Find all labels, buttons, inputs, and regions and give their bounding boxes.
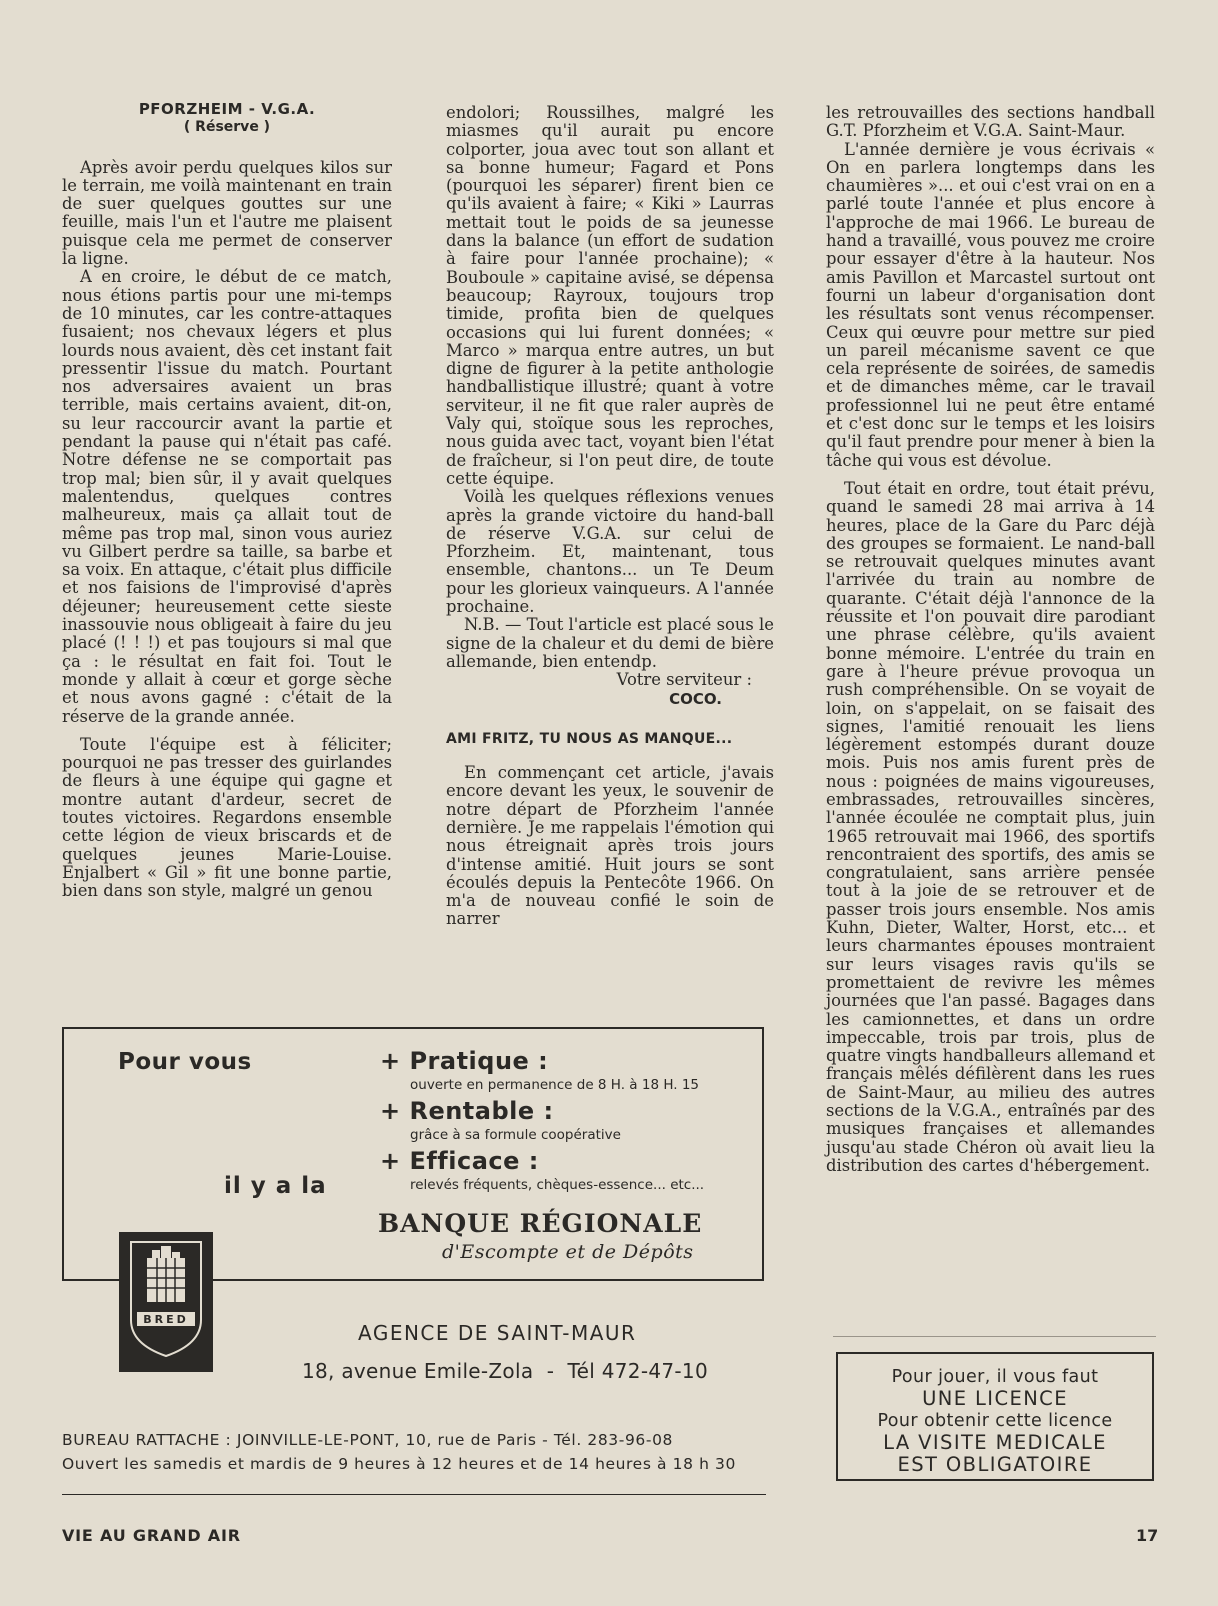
ad-item-efficace: + Efficace : relevés fréquents, chèques-essence... etc... <box>380 1147 705 1193</box>
ad-subline: il y a la <box>224 1173 327 1199</box>
bank-subtitle: d'Escompte et de Dépôts <box>442 1241 694 1263</box>
article-subtitle: ( Réserve ) <box>183 119 271 136</box>
ad-item-pratique: + Pratique : ouverte en permanence de 8 H. à 18 H. 15 <box>380 1047 700 1093</box>
bred-logo <box>119 1232 213 1372</box>
article-title-2: AMI FRITZ, TU NOUS AS MANQUE... <box>446 730 733 747</box>
article-paragraph-split: En commençant cet article, j'avais encore devant les yeux, le souvenir de notre départ de Pforzheim l'année dernière. Je me rappelais l'émotion qui nous étreignait après trois jours d'intense amitié. Huit jours se sont écoulés depuis la Pentecôte 1966. On m'a de nouveau confié le soin de narrer <box>446 763 774 929</box>
article-column-2 <box>446 104 774 929</box>
article-paragraph: A en croire, le début de ce match, nous étions partis pour une mi-temps de 10 minutes, car les contre-attaques fusaient; nos chevaux légers et plus lourds nous avaient, dès cet instant fait pressentir l'issue du match. Pourtant nos adversaires avaient un bras terrible, mais certains avaient, dit-on, su leur raccourcir avant la partie et pendant la pause qui n'était pas café. Notre défense ne se comportait pas trop mal; bien sûr, il y avait quelques malentendus, quelques contres malheureux, mais ça allait tout de même pas trop mal, sinon vous auriez vu Gilbert perdre sa taille, sa barbe et sa voix. En attaque, c'était plus difficile et nos faisions de l'improvisé d'après déjeuner; heureusement cette sieste inassouvie nous obligeait à faire du jeu placé (! ! !) et pas toujours si mal que ça : le résultat en fait foi. Tout le monde y allait à cœur et gorge sèche et nous avons gagné : c'était de la réserve de la grande année. <box>62 267 392 726</box>
opening-hours: Ouvert les samedis et mardis de 9 heures à 12 heures et de 14 heures à 18 h 30 <box>62 1455 736 1473</box>
divider <box>62 1494 766 1495</box>
article-column-3 <box>826 104 1155 1175</box>
agency-name: AGENCE DE SAINT-MAUR <box>358 1321 637 1345</box>
article-paragraph: Voilà les quelques réflexions venues après la grande victoire du hand-ball de réserve V.G.A. sur celui de Pforzheim. Et, maintenant, tous ensemble, chantons... un Te Deum pour les glorieux vainqueurs. A l'année prochaine. <box>446 487 774 617</box>
article-paragraph: N.B. — Tout l'article est placé sous le signe de la chaleur et du demi de bière allemande, bien entendp. <box>446 615 774 671</box>
bureau-line: BUREAU RATTACHE : JOINVILLE-LE-PONT, 10, rue de Paris - Tél. 283-96-08 <box>62 1431 673 1449</box>
article-title: PFORZHEIM - V.G.A. <box>138 100 316 118</box>
licence-notice: Pour jouer, il vous faut UNE LICENCE Pour obtenir cette licence LA VISITE MEDICALE EST OBLIGATOIRE <box>836 1352 1154 1481</box>
agency-address: 18, avenue Emile-Zola - Tél 472-47-10 <box>302 1359 708 1383</box>
page-number: 17 <box>1136 1526 1159 1545</box>
ad-headline: Pour vous <box>118 1049 252 1075</box>
article-paragraph: Après avoir perdu quelques kilos sur le terrain, me voilà maintenant en train de suer quelques gouttes sur une feuille, mais l'un et l'autre me plaisent puisque cela me permet de conserver la ligne. <box>62 157 392 269</box>
author: COCO. <box>669 689 722 708</box>
divider <box>833 1336 1156 1337</box>
signoff: Votre serviteur : <box>616 670 752 690</box>
publication-name: VIE AU GRAND AIR <box>62 1526 241 1545</box>
article-paragraph-continued: les retrouvailles des sections handball G.T. Pforzheim et V.G.A. Saint-Maur. <box>826 103 1155 141</box>
ad-item-rentable: + Rentable : grâce à sa formule coopérative <box>380 1097 621 1143</box>
bank-name: BANQUE RÉGIONALE <box>378 1209 703 1238</box>
article-paragraph-split: Toute l'équipe est à féliciter; pourquoi ne pas tresser des guirlandes de fleurs à une équipe qui gagne et montre autant d'ardeur, secret de toutes victoires. Regardons ensemble cette légion de vieux briscards et de quelques jeunes Marie-Louise. Enjalbert « Gil » fit une bonne partie, bien dans son style, malgré un genou <box>62 734 392 901</box>
bred-logo-text: BRED <box>143 1313 189 1326</box>
article-column-1 <box>62 100 392 900</box>
article-paragraph: L'année dernière je vous écrivais « On en parlera longtemps dans les chaumières »... et oui c'est vrai on en a parlé toute l'année et plus encore à l'approche de mai 1966. Le bureau de hand a travaillé, vous pouvez me croire pour essayer d'être à la hauteur. Nos amis Pavillon et Marcastel surtout ont fourni un labeur d'organisation dont les résultats sont venus récompenser. Ceux qui œuvre pour mettre sur pied un pareil mécanisme savent ce que cela représente de soirées, de samedis et de dimanches même, car le travail professionnel lui ne peut être entamé et c'est donc sur le temps et les loisirs qu'il faut prendre pour mener à bien la tâche qui vous est dévolue. <box>826 139 1155 470</box>
article-paragraph-continued: endolori; Roussilhes, malgré les miasmes qu'il aurait pu encore colporter, joua avec tout son allant et sa bonne humeur; Fagard et Pons (pourquoi les séparer) firent bien ce qu'ils avaient à faire; « Kiki » Laurras mettait tout le poids de sa jeunesse dans la balance (un effort de sudation à faire pour l'année prochaine); « Bouboule » capitaine avisé, se dépensa beaucoup; Rayroux, toujours trop timide, profita bien de quelques occasions qui lui furent données; « Marco » marqua entre autres, un but digne de figurer à la petite anthologie handballistique illustré; quant à votre serviteur, il ne fit que raler auprès de Valy qui, stoïque sous les reproches, nous guida avec tact, voyant bien l'état de fraîcheur, si l'on peut dire, de toute cette équipe. <box>446 103 774 488</box>
article-paragraph: Tout était en ordre, tout était prévu, quand le samedi 28 mai arriva à 14 heures, place de la Gare du Parc déjà des groupes se formaient. Le nand-ball se retrouvait quelques minutes avant l'arrivée du train au nombre de quarante. C'était déjà l'annonce de la réussite et l'on pouvait dire parodiant une phrase célèbre, qu'ils avaient bonne mémoire. L'entrée du train en gare à l'heure prévue provoqua un rush compréhensible. On se voyait de loin, on s'appelait, on se faisait des signes, l'amitié renouait les liens légèrement estompés durant douze mois. Puis nos amis furent près de nous : poignées de mains vigoureuses, embrassades, retrouvailles sincères, l'année écoulée ne comptait plus, juin 1965 retrouvait mai 1966, des sportifs rencontraient des sportifs, des amis se congratulaient, sans arrière pensée tout à la joie de se retrouver et de passer trois jours ensemble. Nos amis Kuhn, Dieter, Walter, Horst, etc... et leurs charmantes épouses montraient sur leurs visages ravis qu'ils se promettaient de revivre les mêmes journées que l'an passé. Bagages dans les camionnettes, et dans un ordre impeccable, trois par trois, plus de quatre vingts handballeurs allemand et français mêlés défilèrent dans les rues de Saint-Maur, au milieu des autres sections de la V.G.A., entraînés par des musiques françaises et allemandes jusqu'au stade Chéron où avait lieu la distribution des cartes d'hébergement. <box>826 478 1155 1175</box>
